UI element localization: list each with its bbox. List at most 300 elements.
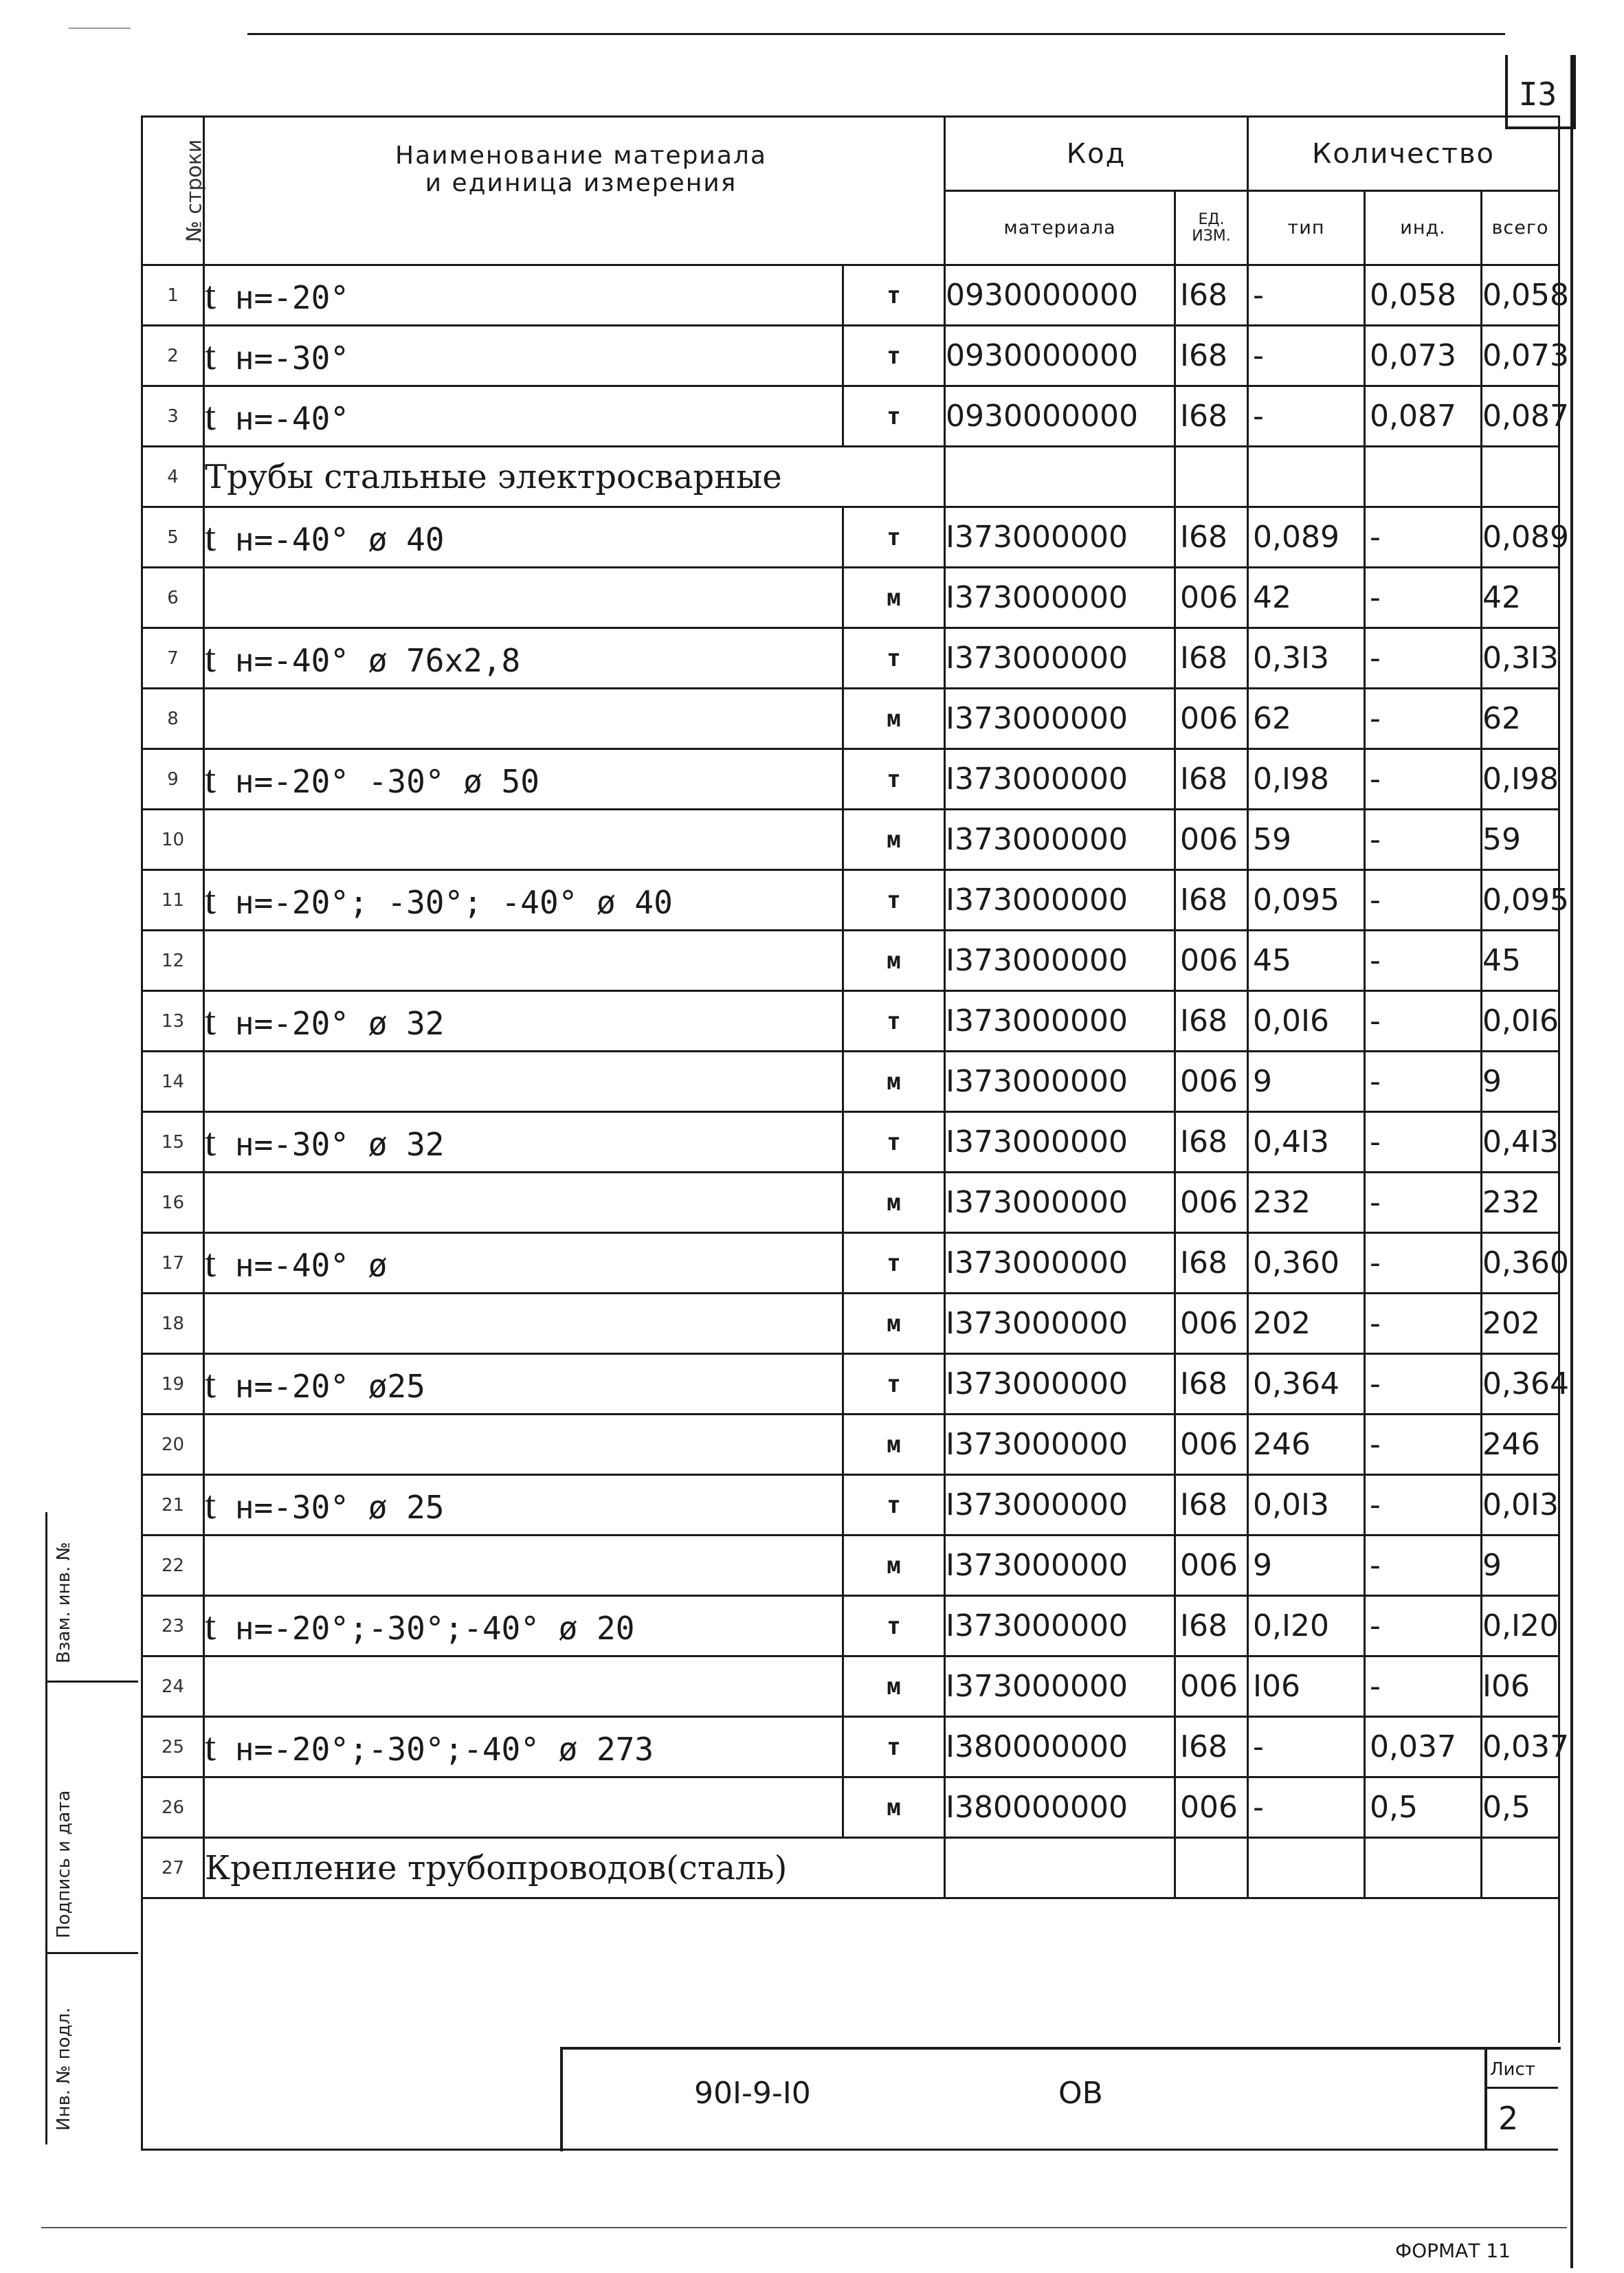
doc-mark: ОВ [1058, 2076, 1103, 2111]
row-material-code: I373000000 [945, 1173, 1175, 1233]
header-quantity: Количество [1248, 117, 1559, 191]
table-row [142, 568, 1559, 628]
row-qty-ind: - [1365, 1535, 1482, 1596]
row-unit: т [843, 991, 945, 1052]
row-unit: м [843, 689, 945, 749]
row-name [204, 1596, 843, 1656]
row-qty-ind: - [1365, 870, 1482, 931]
row-number: 24 [142, 1656, 204, 1717]
header-unit-code-cell [1175, 191, 1248, 265]
row-qty-type: 62 [1248, 689, 1365, 749]
temperature-symbol: t [205, 394, 216, 439]
top-dash [69, 27, 131, 29]
row-qty-total: 246 [1482, 1415, 1559, 1475]
row-name-text: н=-40° ø 76х2,8 [234, 642, 521, 679]
row-unit-code: I68 [1175, 326, 1248, 386]
row-qty-type: 0,095 [1248, 870, 1365, 931]
row-qty-ind: - [1365, 1294, 1482, 1354]
row-unit: м [843, 1656, 945, 1717]
material-spec-table [141, 115, 1569, 2043]
row-unit-code: I68 [1175, 386, 1248, 447]
row-qty-total: 0,I20 [1482, 1596, 1559, 1656]
row-number: 14 [142, 1052, 204, 1112]
row-qty-total: 0,095 [1482, 870, 1559, 931]
row-number: 18 [142, 1294, 204, 1354]
temperature-symbol: t [205, 273, 216, 318]
row-qty-type: 232 [1248, 1173, 1365, 1233]
row-qty-type: 0,4I3 [1248, 1112, 1365, 1173]
row-qty-total: 232 [1482, 1173, 1559, 1233]
row-unit: м [843, 1052, 945, 1112]
row-material-code: I373000000 [945, 1052, 1175, 1112]
table-row [142, 1354, 1559, 1415]
table-left-frame [141, 1856, 143, 2150]
header-code: Код [945, 117, 1248, 191]
row-qty-type: - [1248, 386, 1365, 447]
row-unit: м [843, 931, 945, 991]
row-qty-type: - [1248, 265, 1365, 326]
row-unit: т [843, 507, 945, 568]
row-unit-code: I68 [1175, 1596, 1248, 1656]
temperature-symbol: t [205, 999, 216, 1043]
row-number: 8 [142, 689, 204, 749]
table-row [142, 1838, 1559, 1898]
row-qty-ind: 0,058 [1365, 265, 1482, 326]
row-name-text: н=-40° ø [234, 1247, 388, 1284]
table-row [142, 628, 1559, 689]
row-qty-ind: - [1365, 1052, 1482, 1112]
row-qty-ind: - [1365, 1173, 1482, 1233]
row-number: 21 [142, 1475, 204, 1535]
row-qty-total: 0,0I3 [1482, 1475, 1559, 1535]
row-name [204, 326, 843, 386]
table-row [142, 447, 1559, 507]
table-row [142, 870, 1559, 931]
row-qty-ind: 0,073 [1365, 326, 1482, 386]
row-qty-type: 0,I20 [1248, 1596, 1365, 1656]
row-number: 6 [142, 568, 204, 628]
row-number: 12 [142, 931, 204, 991]
row-name [204, 870, 843, 931]
row-name-text: н=-20° -30° ø 50 [234, 763, 540, 800]
temperature-symbol: t [205, 636, 216, 680]
row-number: 9 [142, 749, 204, 810]
table-row [142, 1475, 1559, 1535]
left-frame-line [45, 1512, 47, 2144]
row-unit: т [843, 870, 945, 931]
row-unit: м [843, 810, 945, 870]
row-name-text: н=-20° ø25 [234, 1368, 425, 1405]
row-name [204, 1838, 945, 1898]
top-border-line [247, 33, 1505, 35]
row-qty-ind: - [1365, 1354, 1482, 1415]
row-qty-type: 9 [1248, 1535, 1365, 1596]
table-row [142, 265, 1559, 326]
row-unit-code: I68 [1175, 1475, 1248, 1535]
row-section-title: Трубы стальные электросварные [205, 457, 782, 496]
side-label-inv-orig: Инв. № подл. [54, 2007, 74, 2131]
bottom-dash-line [41, 2227, 1567, 2228]
row-qty-ind: - [1365, 1233, 1482, 1294]
row-material-code: I373000000 [945, 1233, 1175, 1294]
row-qty-ind: - [1365, 1656, 1482, 1717]
blank-area-row [142, 1898, 1559, 2043]
row-material-code [945, 447, 1175, 507]
row-unit-code: I68 [1175, 991, 1248, 1052]
row-unit: т [843, 1717, 945, 1777]
row-qty-type: 0,I98 [1248, 749, 1365, 810]
row-name-text: н=-20°;-30°;-40° ø 273 [234, 1731, 654, 1768]
row-name-text: н=-20°; -30°; -40° ø 40 [234, 884, 673, 921]
row-qty-total: 0,I98 [1482, 749, 1559, 810]
row-qty-ind: - [1365, 1596, 1482, 1656]
row-qty-total: 0,037 [1482, 1717, 1559, 1777]
row-material-code: 0930000000 [945, 326, 1175, 386]
row-unit-code: I68 [1175, 870, 1248, 931]
row-number: 26 [142, 1777, 204, 1838]
sheet-box-divider [1484, 2087, 1558, 2089]
row-qty-type: 45 [1248, 931, 1365, 991]
header-row-num-cell [142, 117, 207, 265]
row-name [204, 265, 843, 326]
row-qty-ind: - [1365, 568, 1482, 628]
row-name [204, 1112, 843, 1173]
sheet-number: 2 [1498, 2100, 1519, 2137]
row-number: 16 [142, 1173, 204, 1233]
header-name-line2: и единица измерения [425, 169, 737, 197]
row-name [204, 689, 843, 749]
row-number: 15 [142, 1112, 204, 1173]
table-row [142, 1294, 1559, 1354]
row-material-code: I373000000 [945, 507, 1175, 568]
format-label: ФОРМАТ 11 [1395, 2239, 1511, 2262]
row-number: 22 [142, 1535, 204, 1596]
row-unit-code: I68 [1175, 265, 1248, 326]
side-label-sign-date: Подпись и дата [54, 1790, 74, 1938]
row-qty-total: 0,087 [1482, 386, 1559, 447]
row-material-code: I373000000 [945, 1596, 1175, 1656]
row-name [204, 507, 843, 568]
table-row [142, 931, 1559, 991]
page-number: I3 [1518, 76, 1557, 113]
row-material-code: I373000000 [945, 1354, 1175, 1415]
row-unit: т [843, 1233, 945, 1294]
row-unit-code: 006 [1175, 1173, 1248, 1233]
row-qty-total: 0,058 [1482, 265, 1559, 326]
temperature-symbol: t [205, 878, 216, 922]
row-qty-total: 0,4I3 [1482, 1112, 1559, 1173]
row-qty-total: 42 [1482, 568, 1559, 628]
row-qty-total: 0,073 [1482, 326, 1559, 386]
row-name [204, 628, 843, 689]
row-material-code: I373000000 [945, 870, 1175, 931]
side-label-inv-replace: Взам. инв. № [54, 1542, 74, 1663]
doc-code: 90I-9-I0 [694, 2076, 811, 2111]
row-qty-total: 0,5 [1482, 1777, 1559, 1838]
row-material-code: I373000000 [945, 1656, 1175, 1717]
row-unit-code: I68 [1175, 749, 1248, 810]
row-material-code: I373000000 [945, 810, 1175, 870]
row-unit-code [1175, 447, 1248, 507]
row-unit-code: I68 [1175, 1717, 1248, 1777]
blank-area [142, 1898, 1559, 2043]
table-row [142, 1233, 1559, 1294]
row-qty-total: I06 [1482, 1656, 1559, 1717]
row-qty-total: 0,0I6 [1482, 991, 1559, 1052]
table-row [142, 386, 1559, 447]
row-name-text: н=-20° ø 32 [234, 1005, 445, 1042]
row-material-code: 0930000000 [945, 265, 1175, 326]
row-unit-code: I68 [1175, 1354, 1248, 1415]
row-name [204, 1052, 843, 1112]
row-name-text: н=-40° [234, 400, 349, 437]
row-material-code: 0930000000 [945, 386, 1175, 447]
row-qty-ind: 0,037 [1365, 1717, 1482, 1777]
row-qty-total: 59 [1482, 810, 1559, 870]
row-qty-ind: - [1365, 931, 1482, 991]
row-name [204, 1475, 843, 1535]
row-qty-ind: - [1365, 507, 1482, 568]
bottom-frame-line [141, 2149, 1558, 2151]
row-name [204, 568, 843, 628]
row-qty-type: - [1248, 1717, 1365, 1777]
row-number: 2 [142, 326, 204, 386]
row-qty-type: 246 [1248, 1415, 1365, 1475]
row-qty-type [1248, 447, 1365, 507]
row-name-text: н=-30° ø 32 [234, 1126, 445, 1163]
sheet-label: Лист [1490, 2059, 1535, 2080]
table-row [142, 326, 1559, 386]
table-row [142, 507, 1559, 568]
row-unit: м [843, 1777, 945, 1838]
row-qty-ind: - [1365, 628, 1482, 689]
row-qty-total [1482, 447, 1559, 507]
row-material-code: I373000000 [945, 689, 1175, 749]
row-material-code: I373000000 [945, 1294, 1175, 1354]
row-qty-total: 9 [1482, 1535, 1559, 1596]
row-name [204, 1415, 843, 1475]
row-qty-ind: - [1365, 991, 1482, 1052]
row-qty-type: - [1248, 326, 1365, 386]
row-number: 19 [142, 1354, 204, 1415]
row-name-text: н=-20° [234, 279, 349, 316]
table-row [142, 1415, 1559, 1475]
row-number: 1 [142, 265, 204, 326]
row-unit: т [843, 1354, 945, 1415]
row-qty-ind [1365, 447, 1482, 507]
temperature-symbol: t [205, 1120, 216, 1164]
row-unit: м [843, 1294, 945, 1354]
table-row [142, 689, 1559, 749]
row-name [204, 1535, 843, 1596]
header-name: Наименование материала [395, 142, 767, 170]
row-number: 20 [142, 1415, 204, 1475]
row-number: 23 [142, 1596, 204, 1656]
temperature-symbol: t [205, 515, 216, 559]
row-qty-total: 0,089 [1482, 507, 1559, 568]
row-qty-ind: 0,5 [1365, 1777, 1482, 1838]
row-unit-code: I68 [1175, 507, 1248, 568]
row-unit-code [1175, 1838, 1248, 1898]
row-qty-type: 9 [1248, 1052, 1365, 1112]
row-name-text: н=-20°;-30°;-40° ø 20 [234, 1610, 635, 1647]
row-unit-code: 006 [1175, 1535, 1248, 1596]
row-qty-type: 0,3I3 [1248, 628, 1365, 689]
table-row [142, 749, 1559, 810]
row-qty-type: I06 [1248, 1656, 1365, 1717]
row-unit: т [843, 326, 945, 386]
header-total: всего [1482, 191, 1559, 265]
table-row [142, 810, 1559, 870]
row-name-text: н=-30° [234, 340, 349, 377]
header-material: материала [945, 191, 1175, 265]
row-qty-type: 0,0I3 [1248, 1475, 1365, 1535]
row-qty-ind: - [1365, 689, 1482, 749]
row-name [204, 1656, 843, 1717]
row-material-code: I373000000 [945, 1415, 1175, 1475]
row-name [204, 991, 843, 1052]
row-name [204, 447, 945, 507]
row-unit-code: I68 [1175, 628, 1248, 689]
row-material-code: I373000000 [945, 1475, 1175, 1535]
row-unit: т [843, 1112, 945, 1173]
row-name [204, 931, 843, 991]
header-name-cell [204, 117, 945, 265]
row-qty-total: 202 [1482, 1294, 1559, 1354]
row-qty-ind: - [1365, 1475, 1482, 1535]
row-qty-type: 59 [1248, 810, 1365, 870]
row-unit: т [843, 749, 945, 810]
row-unit: т [843, 386, 945, 447]
table-row [142, 991, 1559, 1052]
row-section-title: Крепление трубопроводов(сталь) [205, 1848, 788, 1887]
row-name [204, 386, 843, 447]
row-unit: м [843, 1535, 945, 1596]
row-material-code: I380000000 [945, 1717, 1175, 1777]
header-ind: инд. [1365, 191, 1482, 265]
row-unit-code: I68 [1175, 1233, 1248, 1294]
row-qty-type: 0,0I6 [1248, 991, 1365, 1052]
row-unit-code: 006 [1175, 1656, 1248, 1717]
row-qty-type [1248, 1838, 1365, 1898]
row-qty-ind: - [1365, 1415, 1482, 1475]
header-type: тип [1248, 191, 1365, 265]
row-qty-ind [1365, 1838, 1482, 1898]
row-number: 27 [142, 1838, 204, 1898]
row-qty-type: - [1248, 1777, 1365, 1838]
row-unit: м [843, 1415, 945, 1475]
row-unit-code: 006 [1175, 1294, 1248, 1354]
row-name-text: н=-40° ø 40 [234, 521, 445, 558]
row-unit-code: 006 [1175, 1415, 1248, 1475]
row-name [204, 1354, 843, 1415]
right-frame-line [1570, 55, 1573, 2268]
table-row [142, 1535, 1559, 1596]
table-row [142, 1717, 1559, 1777]
row-unit-code: 006 [1175, 810, 1248, 870]
row-material-code: I373000000 [945, 628, 1175, 689]
header-row-num: № строки [182, 139, 207, 243]
row-unit-code: 006 [1175, 1777, 1248, 1838]
row-number: 13 [142, 991, 204, 1052]
row-unit: т [843, 265, 945, 326]
row-material-code: I373000000 [945, 991, 1175, 1052]
row-unit: м [843, 1173, 945, 1233]
row-qty-total: 45 [1482, 931, 1559, 991]
row-material-code: I373000000 [945, 931, 1175, 991]
row-number: 7 [142, 628, 204, 689]
row-material-code [945, 1838, 1175, 1898]
row-unit-code: 006 [1175, 931, 1248, 991]
row-name [204, 810, 843, 870]
row-unit: т [843, 1475, 945, 1535]
row-unit-code: 006 [1175, 689, 1248, 749]
row-name [204, 1173, 843, 1233]
row-qty-type: 0,364 [1248, 1354, 1365, 1415]
row-qty-type: 42 [1248, 568, 1365, 628]
table-row [142, 1112, 1559, 1173]
row-qty-type: 0,089 [1248, 507, 1365, 568]
row-name [204, 1294, 843, 1354]
row-unit: м [843, 568, 945, 628]
row-qty-total: 0,364 [1482, 1354, 1559, 1415]
row-unit: т [843, 628, 945, 689]
row-name [204, 1717, 843, 1777]
temperature-symbol: t [205, 1483, 216, 1527]
row-material-code: I373000000 [945, 1535, 1175, 1596]
row-material-code: I373000000 [945, 568, 1175, 628]
row-number: 4 [142, 447, 204, 507]
row-unit-code: I68 [1175, 1112, 1248, 1173]
table-row [142, 1052, 1559, 1112]
header-row-1 [142, 117, 1559, 191]
row-number: 3 [142, 386, 204, 447]
left-sep-1 [45, 1681, 138, 1683]
row-qty-ind: - [1365, 810, 1482, 870]
row-number: 17 [142, 1233, 204, 1294]
row-name [204, 1777, 843, 1838]
row-qty-total: 62 [1482, 689, 1559, 749]
row-number: 5 [142, 507, 204, 568]
table-row [142, 1656, 1559, 1717]
table-row [142, 1596, 1559, 1656]
row-name-text: н=-30° ø 25 [234, 1489, 445, 1526]
row-number: 10 [142, 810, 204, 870]
left-sep-2 [45, 1952, 138, 1954]
row-qty-ind: - [1365, 749, 1482, 810]
row-unit-code: 006 [1175, 568, 1248, 628]
table-row [142, 1777, 1559, 1838]
temperature-symbol: t [205, 1362, 216, 1406]
row-material-code: I373000000 [945, 1112, 1175, 1173]
row-qty-type: 0,360 [1248, 1233, 1365, 1294]
row-name [204, 749, 843, 810]
header-unit-code-line2: ИЗМ. [1192, 227, 1231, 245]
row-material-code: I380000000 [945, 1777, 1175, 1838]
row-qty-total: 9 [1482, 1052, 1559, 1112]
temperature-symbol: t [205, 333, 216, 378]
row-qty-total: 0,3I3 [1482, 628, 1559, 689]
table-row [142, 1173, 1559, 1233]
temperature-symbol: t [205, 1725, 216, 1769]
row-qty-total: 0,360 [1482, 1233, 1559, 1294]
row-qty-type: 202 [1248, 1294, 1365, 1354]
header-unit-code: ЕД. [1198, 210, 1225, 228]
row-number: 25 [142, 1717, 204, 1777]
temperature-symbol: t [205, 757, 216, 801]
row-material-code: I373000000 [945, 749, 1175, 810]
row-qty-ind: - [1365, 1112, 1482, 1173]
